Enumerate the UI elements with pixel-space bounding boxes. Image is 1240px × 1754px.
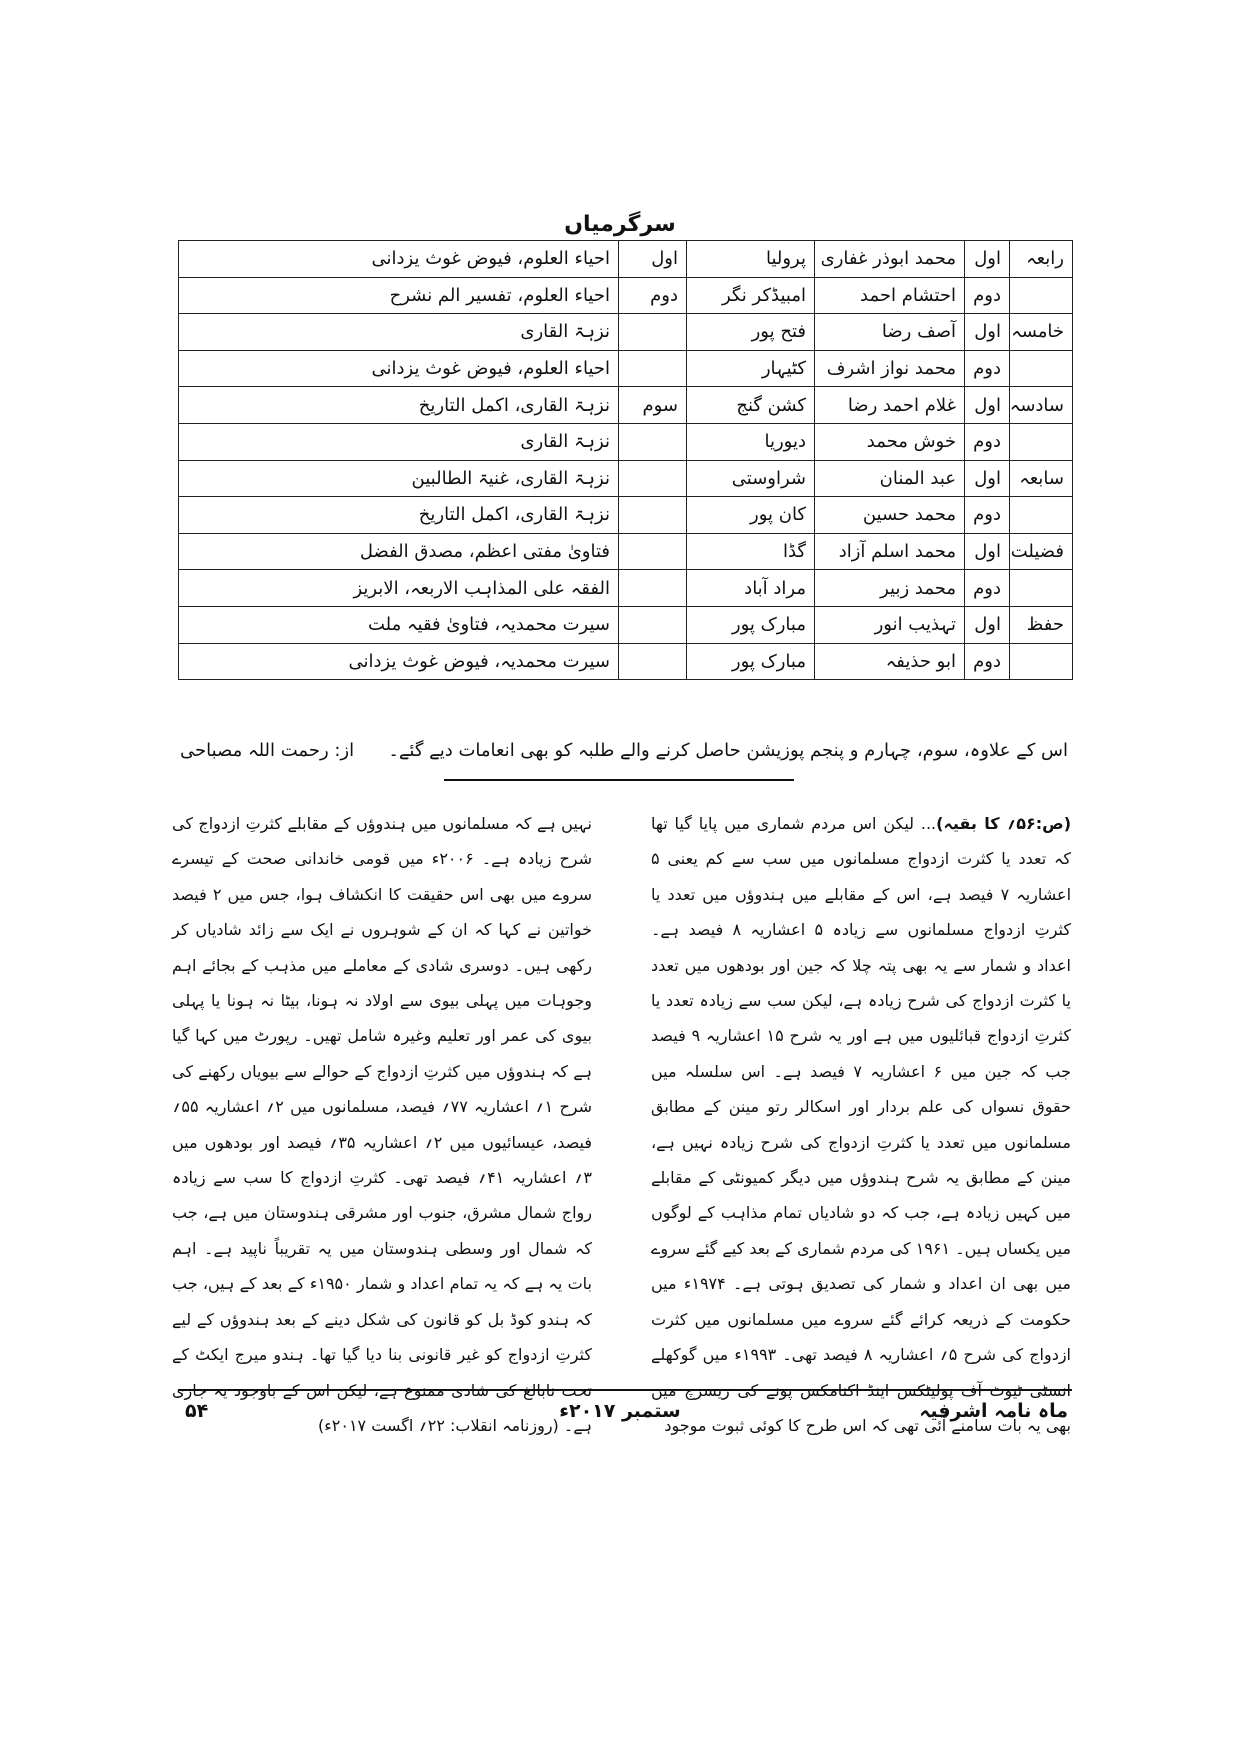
books-cell: الفقہ علی المذاہب الاربعہ، الابریز	[179, 570, 619, 607]
table-row	[179, 387, 1073, 424]
position2-cell	[619, 570, 687, 607]
footer-rule	[178, 1389, 1072, 1391]
position-cell: دوم	[965, 350, 1010, 387]
place-cell: مراد آباد	[687, 570, 815, 607]
position2-cell	[619, 643, 687, 680]
name-cell: آصف رضا	[815, 314, 965, 351]
name-cell: تہذیب انور	[815, 606, 965, 643]
place-cell: مبارک پور	[687, 606, 815, 643]
class-cell: خامسہ	[1010, 314, 1073, 351]
awards-note: اس کے علاوہ، سوم، چہارم و پنجم پوزیشن حاصل کرنے والے طلبہ کو بھی انعامات دیے گئے۔	[388, 740, 1068, 761]
position-cell: اول	[965, 460, 1010, 497]
name-cell: محمد حسین	[815, 497, 965, 534]
position2-cell: اول	[619, 241, 687, 278]
table-row	[179, 460, 1073, 497]
books-cell: نزہۃ القاری، اکمل التاریخ	[179, 497, 619, 534]
section-title: سرگرمیاں	[564, 212, 676, 237]
class-cell	[1010, 277, 1073, 314]
position-cell: دوم	[965, 570, 1010, 607]
results-table-body	[179, 241, 1073, 680]
position2-cell	[619, 460, 687, 497]
continuation-lead: (ص:۵۶؍ کا بقیہ)	[936, 814, 1072, 833]
author-credit: از: رحمت اللہ مصباحی	[180, 740, 355, 761]
article-text-left: نہیں ہے کہ مسلمانوں میں ہندوؤں کے مقابلے کثرتِ ازدواج کی شرح زیادہ ہے۔ ۲۰۰۶ء میں قومی خاندانی صحت کے تیسرے سروے میں بھی اس حقیقت کا انکشاف ہوا، جس میں ۲ فیصد خواتین نے کہا کہ ان کے شوہروں نے ایک سے زائد شادیاں کر رکھی ہیں۔ دوسری شادی کے معاملے میں مذہب کے بجائے اہم وجوہات میں پہلی بیوی سے اولاد نہ ہونا، بیٹا نہ ہونا یا پہلی بیوی کی عمر اور تعلیم وغیرہ شامل تھیں۔ رپورٹ میں کہا گیا ہے کہ ہندوؤں میں کثرتِ ازدواج کے حوالے سے بیویاں رکھنے کی شرح ۱؍ اعشاریہ ۷۷؍ فیصد، مسلمانوں میں ۲؍ اعشاریہ ۵۵؍ فیصد، عیسائیوں میں ۲؍ اعشاریہ ۳۵؍ فیصد اور بودھوں میں ۳؍ اعشاریہ ۴۱؍ فیصد تھی۔ کثرتِ ازدواج کا سب سے زیادہ رواج شمال مشرق، جنوب اور مشرقی ہندوستان میں ہے، جب کہ شمال اور وسطی ہندوستان میں یہ تقریباً ناپید ہے۔ اہم بات یہ ہے کہ یہ تمام اعداد و شمار ۱۹۵۰ء کے بعد کے ہیں، جب کہ ہندو کوڈ بل کو قانون کی شکل دینے کے بعد ہندوؤں کے لیے کثرتِ ازدواج کو غیر قانونی بنا دیا گیا تھا۔ ہندو میرج ایکٹ کے تحت نابالغ کی شادی ممنوع ہے، لیکن اس کے باوجود یہ جاری ہے۔ (روزنامہ انقلاب: ۲۲؍ اگست ۲۰۱۷ء)	[172, 814, 593, 1435]
table-row	[179, 570, 1073, 607]
results-table	[178, 240, 1073, 680]
table-row	[179, 314, 1073, 351]
place-cell: امبیڈکر نگر	[687, 277, 815, 314]
books-cell: نزہۃ القاری	[179, 314, 619, 351]
table-row	[179, 533, 1073, 570]
name-cell: عبد المنان	[815, 460, 965, 497]
place-cell: فتح پور	[687, 314, 815, 351]
place-cell: مبارک پور	[687, 643, 815, 680]
books-cell: احیاء العلوم، تفسیر الم نشرح	[179, 277, 619, 314]
place-cell: کٹیہار	[687, 350, 815, 387]
position-cell: اول	[965, 387, 1010, 424]
position2-cell	[619, 314, 687, 351]
class-cell: حفظ	[1010, 606, 1073, 643]
issue-date: ستمبر ۲۰۱۷ء	[559, 1400, 681, 1422]
position-cell: دوم	[965, 277, 1010, 314]
name-cell: محمد نواز اشرف	[815, 350, 965, 387]
name-cell: محمد اسلم آزاد	[815, 533, 965, 570]
class-cell: رابعہ	[1010, 241, 1073, 278]
books-cell: سیرت محمدیہ، فیوض غوث یزدانی	[179, 643, 619, 680]
position2-cell	[619, 350, 687, 387]
section-divider	[444, 779, 794, 781]
position-cell: اول	[965, 241, 1010, 278]
class-cell: سابعہ	[1010, 460, 1073, 497]
table-row	[179, 241, 1073, 278]
class-cell: فضیلت	[1010, 533, 1073, 570]
position2-cell: سوم	[619, 387, 687, 424]
table-row	[179, 606, 1073, 643]
position-cell: دوم	[965, 643, 1010, 680]
name-cell: خوش محمد	[815, 423, 965, 460]
name-cell: ابو حذیفہ	[815, 643, 965, 680]
place-cell: شراوستی	[687, 460, 815, 497]
class-cell	[1010, 497, 1073, 534]
table-row	[179, 643, 1073, 680]
table-row	[179, 497, 1073, 534]
books-cell: احیاء العلوم، فیوض غوث یزدانی	[179, 350, 619, 387]
position-cell: دوم	[965, 423, 1010, 460]
position2-cell	[619, 423, 687, 460]
position2-cell	[619, 606, 687, 643]
table-row	[179, 277, 1073, 314]
table-row	[179, 423, 1073, 460]
books-cell: احیاء العلوم، فیوض غوث یزدانی	[179, 241, 619, 278]
class-cell	[1010, 350, 1073, 387]
position-cell: اول	[965, 606, 1010, 643]
name-cell: محمد زبیر	[815, 570, 965, 607]
position2-cell	[619, 497, 687, 534]
position2-cell: دوم	[619, 277, 687, 314]
books-cell: نزہۃ القاری، غنیۃ الطالبین	[179, 460, 619, 497]
article-text-right: ... لیکن اس مردم شماری میں پایا گیا تھا کہ تعدد یا کثرت ازدواج مسلمانوں میں سب سے کم یعنی ۵ اعشاریہ ۷ فیصد ہے، اس کے مقابلے میں ہندوؤں میں تعدد یا کثرتِ ازدواج مسلمانوں سے زیادہ ۵ اعشاریہ ۸ فیصد ہے۔ اعداد و شمار سے یہ بھی پتہ چلا کہ جین اور بودھوں میں تعدد یا کثرت ازدواج کی شرح زیادہ ہے، لیکن سب سے زیادہ تعدد یا کثرتِ ازدواج قبائلیوں میں ہے اور یہ شرح ۱۵ اعشاریہ ۹ فیصد جب کہ جین میں ۶ اعشاریہ ۷ فیصد ہے۔ اس سلسلہ میں حقوق نسواں کی علم بردار اور اسکالر رتو مینن کے مطابق مسلمانوں میں تعدد یا کثرتِ ازدواج کی شرح زیادہ نہیں ہے، مینن کے مطابق یہ شرح ہندوؤں میں دیگر کمیونٹی کے مقابلے میں کہیں زیادہ ہے، جب کہ دو شادیاں تمام مذاہب کے لوگوں میں یکساں ہیں۔ ۱۹۶۱ کی مردم شماری کے بعد کیے گئے سروے میں بھی ان اعداد و شمار کی تصدیق ہوتی ہے۔ ۱۹۷۴ء میں حکومت کے ذریعہ کرائے گئے سروے میں مسلمانوں میں کثرت ازدواج کی شرح ۵؍ اعشاریہ ۸ فیصد تھی۔ ۱۹۹۳ء میں گوکھلے انسٹی ٹیوٹ آف پولیٹکس اینڈ اکنامکس پونے کی ریسرچ میں بھی یہ بات سامنے آئی تھی کہ اس طرح کا کوئی ثبوت موجود	[651, 814, 1072, 1435]
position-cell: اول	[965, 533, 1010, 570]
place-cell: کشن گنج	[687, 387, 815, 424]
place-cell: کان پور	[687, 497, 815, 534]
place-cell: گڈا	[687, 533, 815, 570]
position2-cell	[619, 533, 687, 570]
name-cell: غلام احمد رضا	[815, 387, 965, 424]
class-cell	[1010, 570, 1073, 607]
class-cell	[1010, 423, 1073, 460]
place-cell: پرولیا	[687, 241, 815, 278]
books-cell: فتاویٰ مفتی اعظم، مصدق الفضل	[179, 533, 619, 570]
class-cell: سادسہ	[1010, 387, 1073, 424]
name-cell: محمد ابوذر غفاری	[815, 241, 965, 278]
page-number: ۵۴	[185, 1400, 209, 1422]
books-cell: نزہۃ القاری، اکمل التاریخ	[179, 387, 619, 424]
position-cell: دوم	[965, 497, 1010, 534]
table-row	[179, 350, 1073, 387]
magazine-name: ماہ نامہ اشرفیہ	[919, 1400, 1068, 1422]
place-cell: دیوریا	[687, 423, 815, 460]
position-cell: اول	[965, 314, 1010, 351]
name-cell: احتشام احمد	[815, 277, 965, 314]
class-cell	[1010, 643, 1073, 680]
books-cell: نزہۃ القاری	[179, 423, 619, 460]
books-cell: سیرت محمدیہ، فتاویٰ فقیہ ملت	[179, 606, 619, 643]
